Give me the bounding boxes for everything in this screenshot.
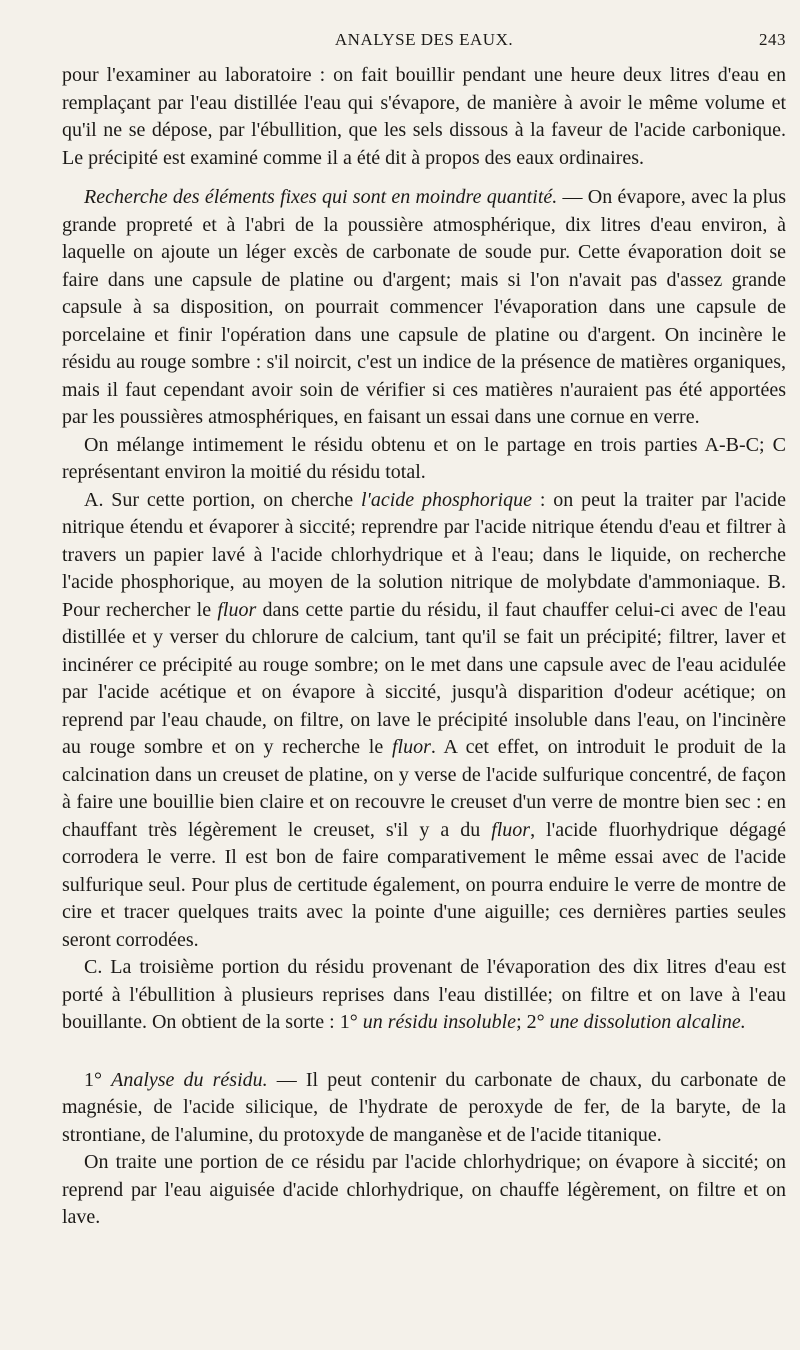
paragraph-5	[62, 954, 786, 1037]
text-run: , l'acide fluorhydrique dégagé corrodera le verre. Il est bon de faire comparativement le même essai avec de l'acide sulfurique seul. Pour plus de certitude également, on pourra enduire le verre de montre de cire et tracer quelques traits avec la pointe d'une aiguille; ces dernières parties seules seront corrodées.	[62, 818, 787, 951]
italic-run: fluor	[491, 818, 531, 841]
italic-run: fluor	[391, 736, 431, 758]
text-run: : on peut la traiter par l'acide nitrique étendu et évaporer à siccité; reprendre par l'acide nitrique étendu d'eau et filtrer à travers un papier lavé à l'acide chlorhydrique et à l'eau; dans le liquide, on recherche l'acide phosphorique, au moyen de la solution nitrique de molybdate d'ammoniaque. B. Pour rechercher le	[62, 488, 786, 621]
text-run: — Il peut contenir du carbonate de chaux, du carbonate de magnésie, de l'acide silicique, de l'hydrate de peroxyde de fer, de la baryte, de la strontiane, de l'alumine, du protoxyde de manganèse et de l'acide titanique.	[62, 1068, 787, 1146]
text-run: pour l'examiner au laboratoire : on fait bouillir pendant une heure deux litres d'eau en remplaçant par l'eau distillée l'eau qui s'évapore, de manière à avoir le même volume et qu'il ne se dépose, par l'ébullition, que les sels dissous à la faveur de l'acide carbonique. Le précipité est examiné comme il a été dit à propos des eaux ordinaires.	[62, 64, 786, 169]
italic-run: Recherche des éléments fixes qui sont en moindre quantité.	[84, 186, 558, 208]
page-number: 243	[759, 30, 786, 49]
text-run: . A cet effet, on introduit le produit de la calcination dans un creuset de platine, on y verse de l'acide sulfurique concentré, de façon à faire une bouillie bien claire et on recouvre le creuset d'un verre de montre bien sec : en chauffant très légèrement le creuset, s'il y a du	[62, 736, 786, 841]
italic-run: un résidu insoluble	[362, 1011, 517, 1033]
paragraph-1	[62, 62, 786, 172]
text-run: ; 2°	[516, 1011, 550, 1033]
text-body	[62, 62, 786, 1232]
paragraph-4	[62, 487, 786, 955]
italic-run: fluor	[217, 598, 257, 621]
text-run: On traite une portion de ce résidu par l'acide chlorhydrique; on évapore à siccité; on reprend par l'eau aiguisée d'acide chlorhydrique, on chauffe légèrement, on filtre et on lave.	[62, 1151, 786, 1228]
text-run: C. La troisième portion du résidu provenant de l'évaporation des dix litres d'eau est porté à l'ébullition à plusieurs reprises dans l'eau distillée; on filtre et on lave à l'eau bouillante. On obtient de la sorte : 1°	[62, 956, 786, 1033]
running-header	[62, 30, 786, 56]
text-run: dans cette partie du résidu, il faut chauffer celui-ci avec de l'eau distillée et y verser du chlorure de calcium, tant qu'il se fait un précipité; filtrer, laver et incinérer ce précipité au rouge sombre; on le met dans une capsule avec de l'eau acidulée par l'acide acétique et on évapore à siccité, jusqu'à disparition d'odeur acétique; on reprend par l'eau chaude, on filtre, on lave le précipité insoluble dans l'eau, on l'incinère au rouge sombre et on y recherche le	[62, 598, 786, 758]
paragraph-7	[62, 1149, 786, 1232]
paragraph-2	[62, 184, 786, 432]
italic-run: une dissolution alcaline.	[549, 1011, 746, 1033]
italic-run: l'acide phosphorique	[361, 488, 532, 511]
text-run: On mélange intimement le résidu obtenu et on le partage en trois parties A-B-C; C représentant environ la moitié du résidu total.	[62, 433, 786, 483]
text-run: 1°	[84, 1068, 112, 1091]
text-run: A. Sur cette portion, on cherche	[84, 488, 361, 511]
paragraph-6	[62, 1067, 786, 1150]
italic-run: Analyse du résidu.	[111, 1068, 268, 1091]
text-run: — On évapore, avec la plus grande propreté et à l'abri de la poussière atmosphérique, dix litres d'eau environ, à laquelle on ajoute un léger excès de carbonate de soude pur. Cette évaporation doit se faire dans une capsule de platine ou d'argent; mais si l'on n'avait pas d'assez grande capsule à sa disposition, on pourrait commencer l'évaporation dans une capsule de porcelaine et finir l'opération dans une capsule de platine ou d'argent. On incinère le résidu au rouge sombre : s'il noircit, c'est un indice de la présence de matières organiques, mais il faut cependant avoir soin de vérifier si ces matières n'auraient pas été apportées par les poussières atmosphériques, en faisant un essai dans une cornue en verre.	[62, 186, 787, 428]
running-title: ANALYSE DES EAUX.	[334, 30, 514, 49]
paragraph-3	[62, 432, 786, 487]
